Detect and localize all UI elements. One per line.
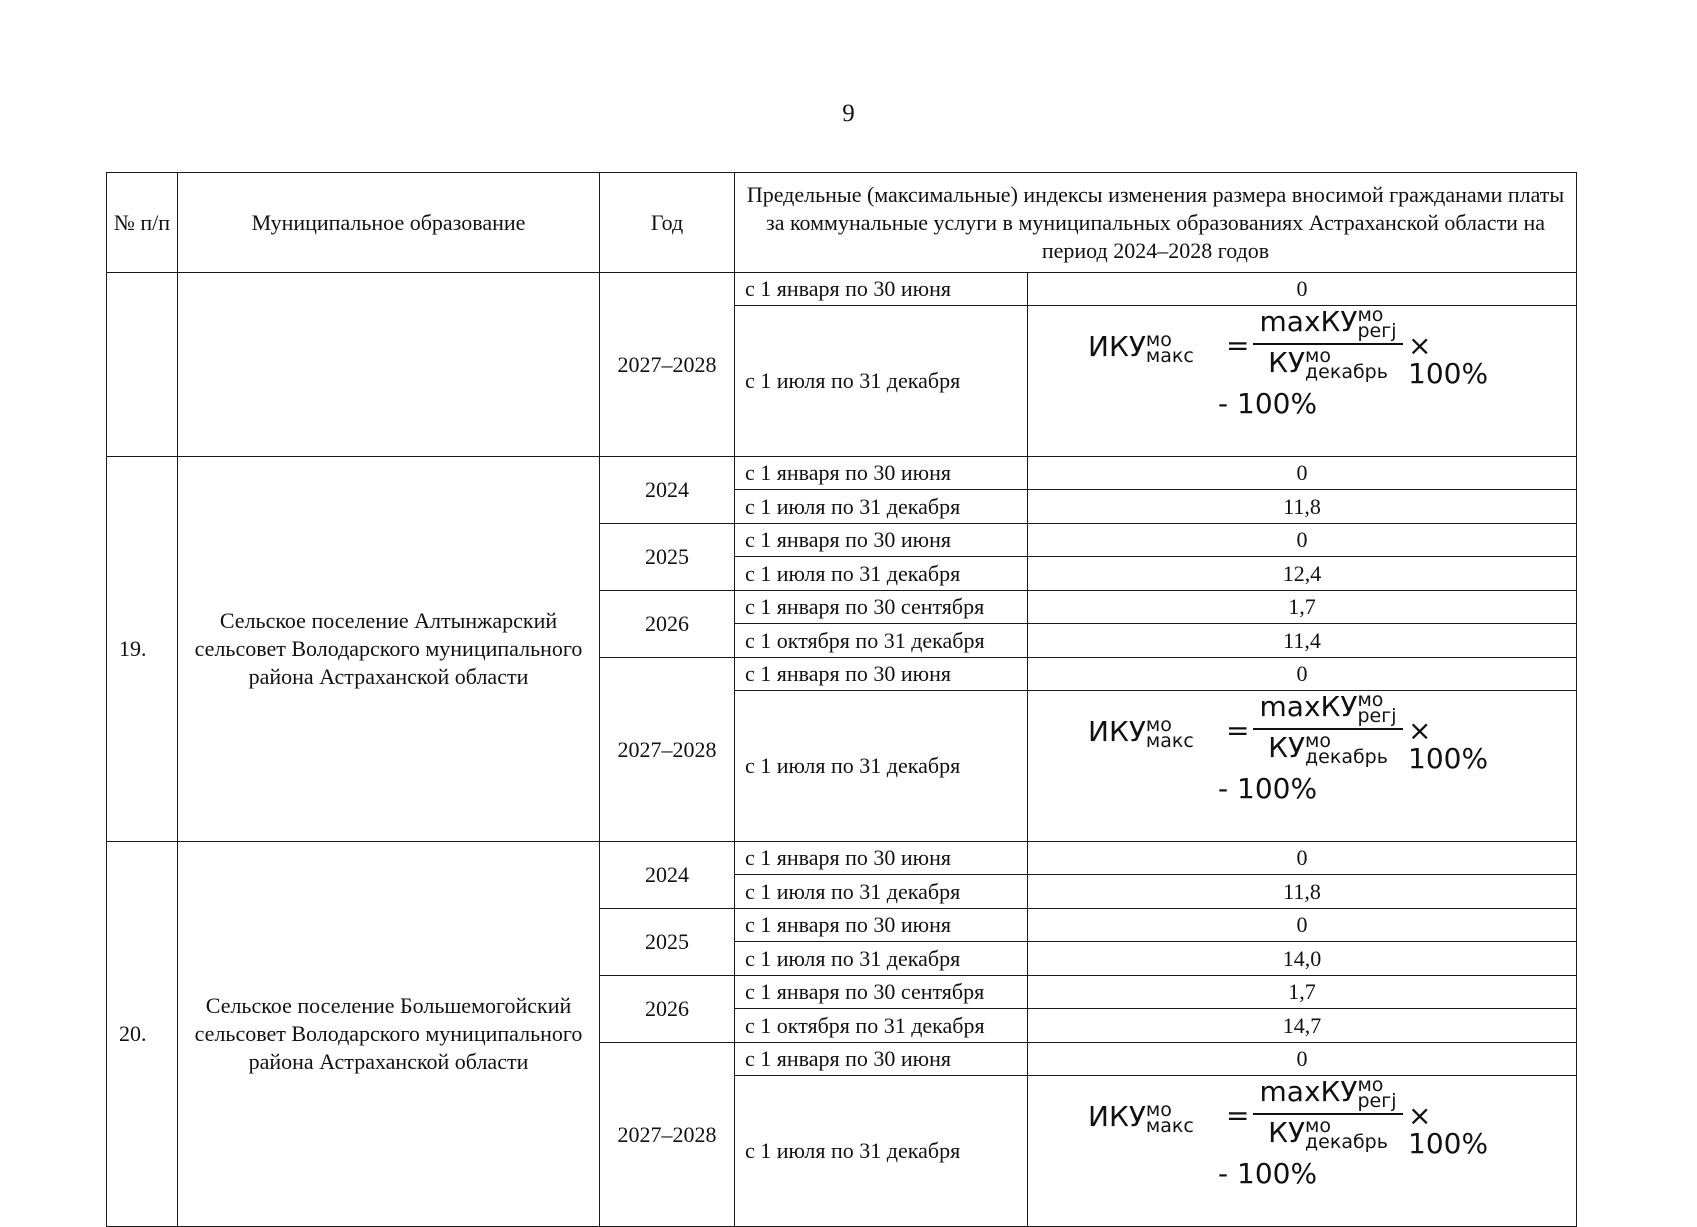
value-cell: 14,7 xyxy=(1028,1009,1577,1043)
header-municipality: Муниципальное образование xyxy=(178,173,600,273)
formula-denominator: КУ мо декабрь xyxy=(1268,730,1388,768)
formula-lhs-sup: мо xyxy=(1145,329,1172,351)
page-number: 9 xyxy=(842,100,855,127)
formula-numerator: maxКУ мо регj xyxy=(1253,691,1403,730)
year-cell: 2026 xyxy=(600,976,735,1043)
formula-cell xyxy=(1028,306,1577,457)
period-cell: с 1 января по 30 июня xyxy=(735,273,1028,306)
value-cell: 14,0 xyxy=(1028,942,1577,976)
value-cell: 0 xyxy=(1028,273,1577,306)
municipality-cell-empty xyxy=(178,273,600,457)
year-cell: 2027–2028 xyxy=(600,658,735,842)
year-cell: 2026 xyxy=(600,591,735,658)
table-row xyxy=(107,842,1577,875)
formula: ИКУ мо макс = maxКУ мо регj КУ мо декабрь × 100% - 100% xyxy=(1088,689,1489,805)
period-cell: с 1 января по 30 июня xyxy=(735,524,1028,557)
year-cell: 2025 xyxy=(600,909,735,976)
header-num: № п/п xyxy=(107,173,178,273)
period-cell: с 1 июля по 31 декабря xyxy=(735,306,1028,457)
year-cell: 2024 xyxy=(600,842,735,909)
value-cell: 0 xyxy=(1028,842,1577,875)
header-index-title: Предельные (максимальные) индексы изменения размера вносимой гражданами платы за коммунальные услуги в муниципальных образованиях Астраханской области на период 2024–2028 годов xyxy=(735,173,1577,273)
municipality-name: Сельское поселение Алтынжарский сельсовет Володарского муниципального района Астраханской области xyxy=(178,457,600,842)
value-cell: 0 xyxy=(1028,524,1577,557)
formula-lhs: ИКУ xyxy=(1088,330,1146,363)
value-cell: 0 xyxy=(1028,658,1577,691)
formula-numerator: maxКУ мо регj xyxy=(1253,1076,1403,1115)
period-cell: с 1 января по 30 июня xyxy=(735,658,1028,691)
formula-eq: = xyxy=(1226,329,1250,362)
formula xyxy=(1088,306,1508,424)
formula-denominator: КУ мо декабрь xyxy=(1268,1115,1388,1153)
value-cell: 0 xyxy=(1028,457,1577,490)
period-cell: с 1 января по 30 сентября xyxy=(735,591,1028,624)
table-header-row xyxy=(107,173,1577,273)
value-cell: 0 xyxy=(1028,1043,1577,1076)
period-cell: с 1 июля по 31 декабря xyxy=(735,942,1028,976)
value-cell: 0 xyxy=(1028,909,1577,942)
period-cell: с 1 июля по 31 декабря xyxy=(735,557,1028,591)
value-cell: 1,7 xyxy=(1028,976,1577,1009)
period-cell: с 1 октября по 31 декабря xyxy=(735,1009,1028,1043)
formula-denominator: КУ мо декабрь xyxy=(1268,345,1388,383)
year-cell: 2027–2028 xyxy=(600,273,735,457)
period-cell: с 1 января по 30 июня xyxy=(735,1043,1028,1076)
value-cell: 11,4 xyxy=(1028,624,1577,658)
formula: ИКУ мо макс = maxКУ мо регj КУ мо декабрь × 100% - 100% xyxy=(1088,1074,1489,1190)
formula-numerator: maxКУ мо регj xyxy=(1253,306,1403,345)
period-cell: с 1 января по 30 июня xyxy=(735,909,1028,942)
num-cell-empty xyxy=(107,273,178,457)
period-cell: с 1 января по 30 июня xyxy=(735,842,1028,875)
municipality-name: Сельское поселение Большемогойский сельсовет Володарского муниципального района Астраханской области xyxy=(178,842,600,1227)
year-cell: 2027–2028 xyxy=(600,1043,735,1227)
period-cell: с 1 июля по 31 декабря xyxy=(735,1076,1028,1227)
period-cell: с 1 января по 30 июня xyxy=(735,457,1028,490)
tariff-index-table xyxy=(106,172,1577,1227)
period-cell: с 1 июля по 31 декабря xyxy=(735,691,1028,842)
table-row xyxy=(107,273,1577,306)
year-cell: 2025 xyxy=(600,524,735,591)
value-cell: 12,4 xyxy=(1028,557,1577,591)
table-row xyxy=(107,457,1577,490)
formula-minus: - 100% xyxy=(1218,387,1318,420)
value-cell: 11,8 xyxy=(1028,490,1577,524)
formula-times: × 100% xyxy=(1408,329,1489,390)
row-number: 20. xyxy=(107,842,178,1227)
formula-cell xyxy=(1028,691,1577,842)
period-cell: с 1 июля по 31 декабря xyxy=(735,490,1028,524)
value-cell: 1,7 xyxy=(1028,591,1577,624)
formula-lhs-sub: макс xyxy=(1145,345,1194,367)
period-cell: с 1 октября по 31 декабря xyxy=(735,624,1028,658)
period-cell: с 1 июля по 31 декабря xyxy=(735,875,1028,909)
year-cell: 2024 xyxy=(600,457,735,524)
period-cell: с 1 января по 30 сентября xyxy=(735,976,1028,1009)
header-year: Год xyxy=(600,173,735,273)
value-cell: 11,8 xyxy=(1028,875,1577,909)
row-number: 19. xyxy=(107,457,178,842)
formula-cell xyxy=(1028,1076,1577,1227)
